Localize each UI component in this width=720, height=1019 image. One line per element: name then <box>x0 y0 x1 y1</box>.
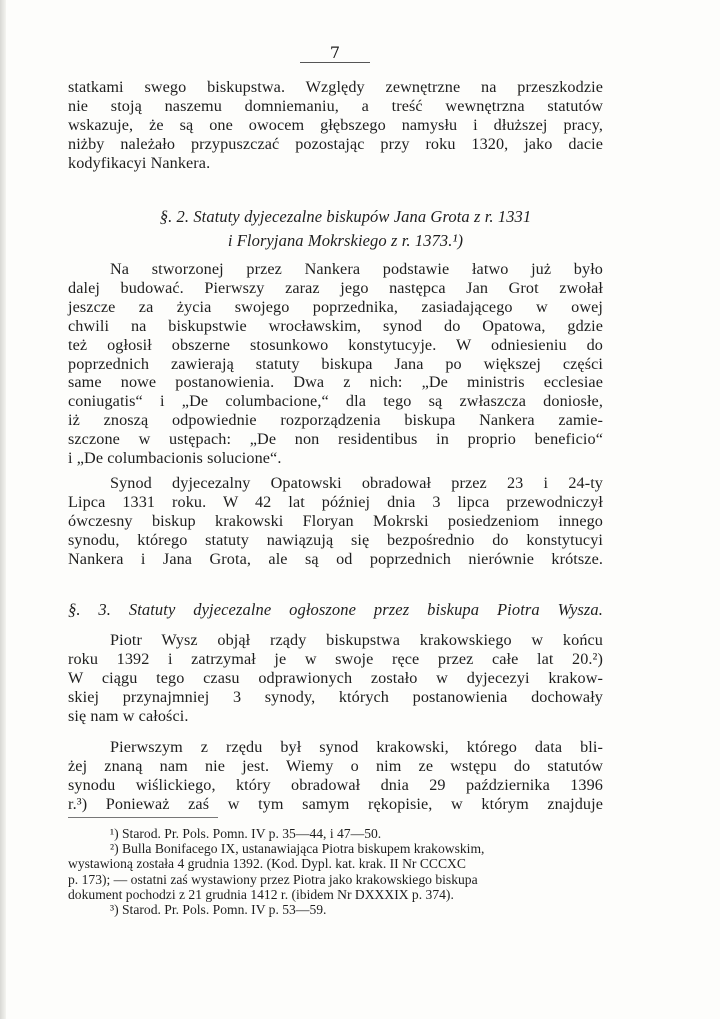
footnote-2-cont: dokument pochodzi z 21 grudnia 1412 r. (ibidem Nr DXXXIX p. 374). <box>68 886 454 902</box>
footnote-3: ³) Starod. Pr. Pols. Pomn. IV p. 53—59. <box>110 902 327 918</box>
paragraph-5 <box>68 738 603 814</box>
text-line: Piotr Wysz objął rządy biskupstwa krakowskiego w końcu <box>110 631 603 649</box>
text-line: same nowe postanowienia. Dwa z nich: „De ministris ecclesiae <box>68 373 603 392</box>
text-line: poprzednich zawierają statuty biskupa Jana po większej części <box>68 354 603 373</box>
text-line: chwili na biskupstwie wrocławskim, synod do Opatowa, gdzie <box>68 316 603 335</box>
text-line: żej znaną nam nie jest. Wiemy o nim ze wstępu do statutów <box>68 756 603 775</box>
text-line: Lipca 1331 roku. W 42 lat później dnia 3 lipca przewodniczył <box>68 492 603 511</box>
footnote-2-cont: wystawioną została 4 grudnia 1392. (Kod. Dypl. kat. krak. II Nr CCCXC <box>68 856 466 872</box>
text-line: synodu wiślickiego, który obradował dnia 29 października 1396 <box>68 775 603 794</box>
section-heading-2 <box>68 206 603 251</box>
text-line: i „De columbacionis solucione“. <box>68 449 282 468</box>
paragraph-4 <box>68 631 603 726</box>
footnotes <box>68 826 603 917</box>
paragraph-1 <box>68 78 603 173</box>
text-line: W ciągu tego czasu odprawionych zostało w dyjecezyi krakow- <box>68 668 603 687</box>
text-line: Nankera i Jana Grota, ale są od poprzednich nierównie krótsze. <box>68 549 603 568</box>
heading-line: i Floryjana Mokrskiego z r. 1373.¹) <box>227 231 464 250</box>
page-binding-edge <box>0 0 6 1019</box>
text-line: Synod dyjecezalny Opatowski obradował przez 23 i 24-ty <box>110 474 603 492</box>
paragraph-2 <box>68 260 603 468</box>
text-line: statkami swego biskupstwa. Względy zewnętrzne na przeszkodzie <box>68 78 603 96</box>
footnote-1: ¹) Starod. Pr. Pols. Pomn. IV p. 35—44, i 47—50. <box>110 826 382 841</box>
text-line: ówczesny biskup krakowski Floryan Mokrski posiedzeniom innego <box>68 511 603 530</box>
text-line: synodu, którego statuty nawiązują się bezpośrednio do konstytucyi <box>68 530 603 549</box>
text-line: coniugatis“ i „De columbacione,“ dla tego są zwłaszcza doniosłe, <box>68 392 603 411</box>
text-line: niżby należało przypuszczać pozostając przy roku 1320, jako dacie <box>68 134 603 153</box>
page-number: 7 <box>300 44 370 63</box>
text-line: nie stoją naszemu domniemaniu, a treść wewnętrzna statutów <box>68 96 603 115</box>
text-line: też ogłosił obszerne stosunkowo konstytucyje. W odniesieniu do <box>68 335 603 354</box>
text-line: jeszcze za życia swojego poprzednika, zasiadającego w owej <box>68 297 603 316</box>
text-line: roku 1392 i zatrzymał je w swoje ręce przez całe lat 20.²) <box>68 649 603 668</box>
heading-line: §. 3. Statuty dyjecezalne ogłoszone przez biskupa Piotra Wysza. <box>68 600 603 619</box>
section-heading-3 <box>68 599 603 620</box>
heading-line: §. 2. Statuty dyjecezalne biskupów Jana Grota z r. 1331 <box>159 207 532 226</box>
text-line: iż znoszą odpowiednie rozporządzenia biskupa Nankera zamie- <box>68 411 603 430</box>
text-line: się nam w całości. <box>68 706 189 725</box>
footnote-rule <box>68 817 218 818</box>
paragraph-3 <box>68 474 603 569</box>
text-line: Na stworzonej przez Nankera podstawie łatwo już było <box>110 260 603 278</box>
text-line: dalej budować. Pierwszy zaraz jego następca Jan Grot zwołał <box>68 278 603 297</box>
text-line: wskazuje, że są one owocem głębszego namysłu i dłuższej pracy, <box>68 115 603 134</box>
text-line: r.³) Ponieważ zaś w tym samym rękopisie, w którym znajduje <box>68 794 603 813</box>
text-line: szczone w ustępach: „De non residentibus in proprio beneficio“ <box>68 430 603 449</box>
footnote-2: ²) Bulla Bonifacego IX, ustanawiająca Piotra biskupem krakowskim, <box>110 841 485 857</box>
text-line: Pierwszym z rzędu był synod krakowski, którego data bli- <box>110 738 603 756</box>
text-line: kodyfikacyi Nankera. <box>68 153 211 172</box>
footnote-2-cont: p. 173); — ostatni zaś wystawiony przez Piotra jako krakowskiego biskupa <box>68 871 478 887</box>
text-line: skiej przynajmniej 3 synody, których postanowienia dochowały <box>68 687 603 706</box>
